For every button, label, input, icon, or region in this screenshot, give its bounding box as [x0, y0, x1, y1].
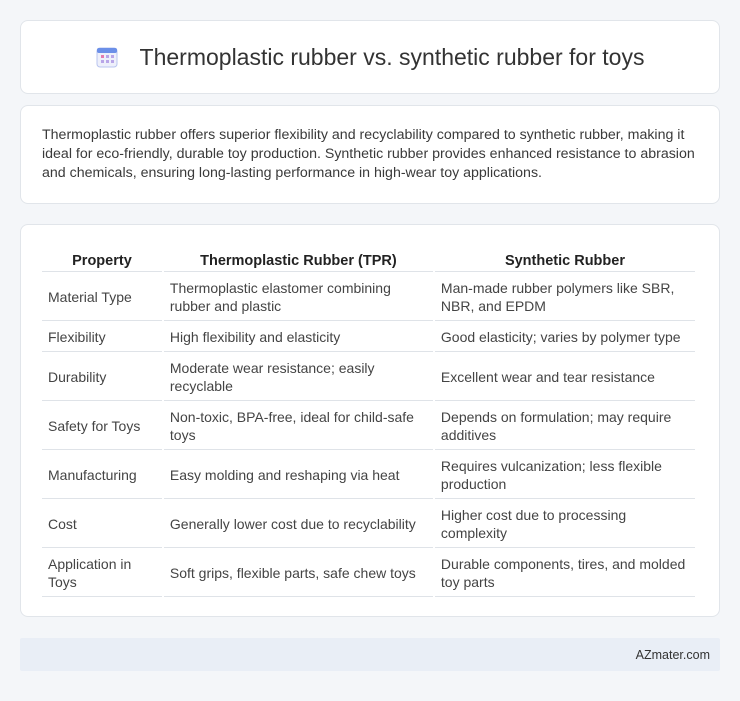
row-property: Application in Toys: [42, 549, 162, 597]
row-synthetic-value: Requires vulcanization; less flexible production: [435, 451, 695, 499]
row-tpr-value: High flexibility and elasticity: [164, 322, 433, 352]
row-tpr-value: Non-toxic, BPA-free, ideal for child-safe toys: [164, 402, 433, 450]
row-tpr-value: Soft grips, flexible parts, safe chew toys: [164, 549, 433, 597]
table-row: [42, 322, 695, 352]
row-tpr-value: Thermoplastic elastomer combining rubber and plastic: [164, 273, 433, 321]
footer: [20, 638, 720, 671]
table-row: [42, 273, 695, 321]
header-synthetic: Synthetic Rubber: [435, 247, 695, 272]
title-card: [20, 20, 720, 94]
header-property: Property: [42, 247, 162, 272]
header-tpr: Thermoplastic Rubber (TPR): [164, 247, 433, 272]
row-synthetic-value: Higher cost due to processing complexity: [435, 500, 695, 548]
table-row: [42, 451, 695, 499]
comparison-table: [40, 246, 697, 598]
table-header-row: [42, 247, 695, 272]
summary-card: [20, 105, 720, 204]
table-row: [42, 500, 695, 548]
row-tpr-value: Easy molding and reshaping via heat: [164, 451, 433, 499]
table-row: [42, 402, 695, 450]
row-synthetic-value: Good elasticity; varies by polymer type: [435, 322, 695, 352]
table-row: [42, 549, 695, 597]
row-tpr-value: Moderate wear resistance; easily recyclable: [164, 353, 433, 401]
row-synthetic-value: Durable components, tires, and molded toy parts: [435, 549, 695, 597]
row-property: Manufacturing: [42, 451, 162, 499]
row-tpr-value: Generally lower cost due to recyclability: [164, 500, 433, 548]
row-synthetic-value: Man-made rubber polymers like SBR, NBR, and EPDM: [435, 273, 695, 321]
summary-text: Thermoplastic rubber offers superior flexibility and recyclability compared to synthetic rubber, making it ideal for eco-friendly, durable toy production. Synthetic rubber provides enhanced resistance to abrasion and chemicals, ensuring long-lasting performance in high-wear toy applications.: [42, 127, 695, 181]
comparison-table-card: [20, 224, 720, 617]
page-title: Thermoplastic rubber vs. synthetic rubber for toys: [139, 43, 645, 70]
row-property: Flexibility: [42, 322, 162, 352]
table-row: [42, 353, 695, 401]
row-property: Cost: [42, 500, 162, 548]
row-synthetic-value: Depends on formulation; may require additives: [435, 402, 695, 450]
calendar-icon: [96, 46, 118, 68]
row-synthetic-value: Excellent wear and tear resistance: [435, 353, 695, 401]
row-property: Durability: [42, 353, 162, 401]
row-property: Material Type: [42, 273, 162, 321]
row-property: Safety for Toys: [42, 402, 162, 450]
footer-brand: AZmater.com: [635, 647, 710, 662]
